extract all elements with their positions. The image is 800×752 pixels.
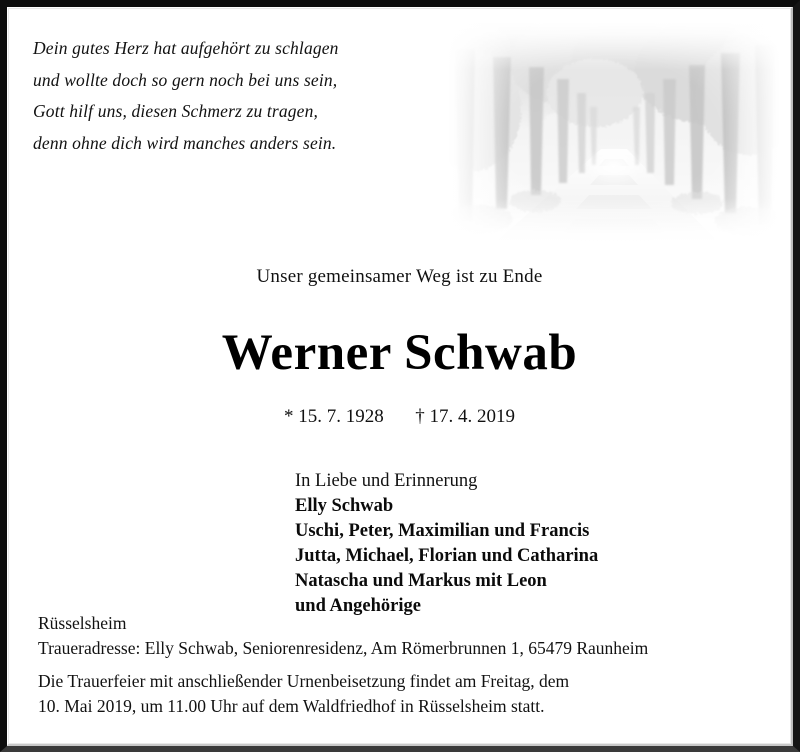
verse-line-2: und wollte doch so gern noch bei uns sein,: [33, 69, 338, 90]
death-date: 17. 4. 2019: [429, 406, 515, 427]
mourners-block: [9, 469, 790, 619]
mourner-line-2: Uschi, Peter, Maximilian und Francis: [295, 521, 590, 541]
mourner-line-4: Natascha und Markus mit Leon: [295, 571, 547, 591]
mourner-line-3: Jutta, Michael, Florian und Catharina: [295, 546, 599, 566]
footer-contact-address: Traueradresse: Elly Schwab, Seniorenresidenz, Am Römerbrunnen 1, 65479 Raunheim: [38, 638, 649, 658]
death-symbol: †: [415, 406, 425, 427]
life-dates: [9, 405, 790, 429]
memorial-verse: [33, 33, 433, 159]
verse-line-3: Gott hilf uns, diesen Schmerz zu tragen,: [33, 101, 319, 121]
memorial-photo-canvas: [449, 23, 779, 241]
deceased-name: Werner Schwab: [221, 325, 578, 381]
footer-service-line-2: 10. Mai 2019, um 11.00 Uhr auf dem Waldfriedhof in Rüsselsheim statt.: [38, 696, 545, 716]
memorial-photo: [449, 23, 779, 241]
mourners-intro: In Liebe und Erinnerung: [295, 471, 478, 491]
notice-inner-frame: [7, 7, 793, 746]
birth-date: 15. 7. 1928: [298, 406, 384, 427]
footer-block: [38, 611, 768, 719]
verse-line-4: denn ohne dich wird manches anders sein.: [33, 132, 337, 153]
verse-line-1: Dein gutes Herz hat aufgehört zu schlagen: [33, 38, 339, 58]
mourner-line-1: Elly Schwab: [295, 496, 394, 516]
lead-line: Unser gemeinsamer Weg ist zu Ende: [256, 266, 543, 287]
mourner-line-5: und Angehörige: [295, 596, 421, 616]
footer-place: Rüsselsheim: [38, 613, 127, 633]
footer-service-line-1: Die Trauerfeier mit anschließender Urnenbeisetzung findet am Freitag, dem: [38, 671, 570, 691]
announcement-block: [9, 265, 790, 429]
notice-header-zone: [9, 9, 790, 241]
footer-spacer: [38, 661, 768, 669]
birth-symbol: *: [284, 406, 294, 427]
notice-page: [8, 8, 791, 744]
